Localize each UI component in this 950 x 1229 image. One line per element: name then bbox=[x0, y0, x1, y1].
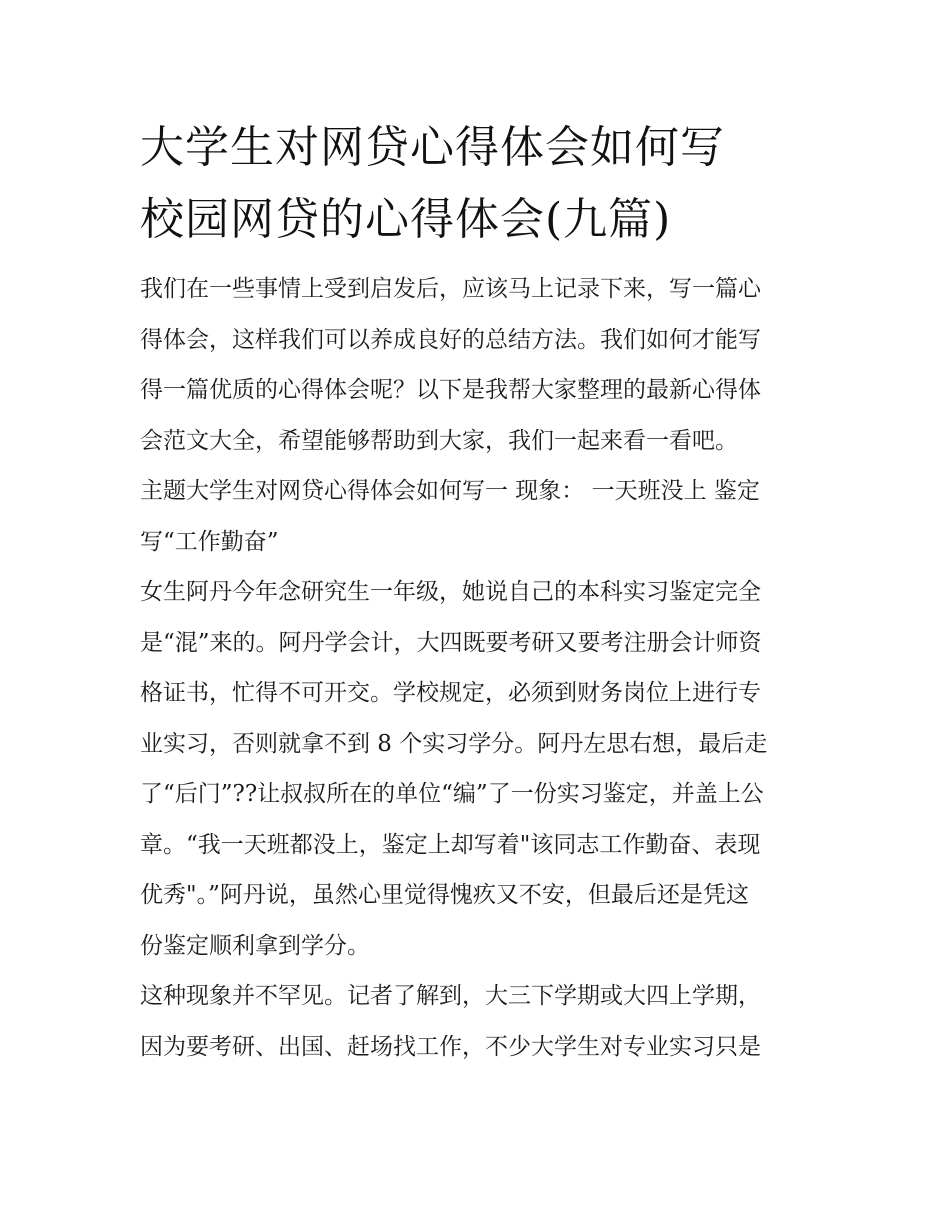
text-line: 这种现象并不罕见。记者了解到，大三下学期或大四上学期， bbox=[140, 983, 761, 1009]
text-line: 得体会，这样我们可以养成良好的总结方法。我们如何才能写 bbox=[140, 326, 761, 353]
text-line: 会范文大全，希望能够帮助到大家，我们一起来看一看吧。 bbox=[140, 427, 738, 454]
text-line: 是“混”来的。阿丹学会计，大四既要考研又要考注册会计师资 bbox=[140, 629, 762, 656]
text-line: 因为要考研、出国、赶场找工作，不少大学生对专业实习只是 bbox=[140, 1033, 761, 1060]
text-line: 主题大学生对网贷心得体会如何写一 现象： 一天班没上 鉴定 bbox=[140, 478, 760, 504]
title-line: 校园网贷的心得体会(九篇) bbox=[140, 194, 672, 245]
document-content bbox=[140, 112, 814, 1072]
text-line: 得一篇优质的心得体会呢？以下是我帮大家整理的最新心得体 bbox=[140, 377, 761, 403]
text-line: 章。“我一天班都没上，鉴定上却写着"该同志工作勤奋、表现 bbox=[140, 831, 761, 858]
text-line: 份鉴定顺利拿到学分。 bbox=[140, 932, 370, 959]
text-line: 格证书，忙得不可开交。学校规定，必须到财务岗位上进行专 bbox=[140, 680, 761, 706]
text-line: 我们在一些事情上受到启发后，应该马上记录下来，写一篇心 bbox=[140, 276, 761, 302]
text-line: 优秀"。”阿丹说，虽然心里觉得愧疚又不安，但最后还是凭这 bbox=[140, 882, 749, 908]
text-line: 了“后门”??让叔叔所在的单位“编”了一份实习鉴定，并盖上公 bbox=[140, 781, 764, 807]
document-title bbox=[140, 112, 814, 256]
text-line: 业实习，否则就拿不到 8 个实习学分。阿丹左思右想，最后走 bbox=[140, 730, 768, 757]
intro-paragraph bbox=[140, 264, 814, 466]
section-heading-paragraph bbox=[140, 466, 814, 567]
text-line: 写“工作勤奋” bbox=[140, 528, 279, 555]
analysis-paragraph bbox=[140, 971, 814, 1072]
document-body bbox=[140, 264, 814, 1072]
story-paragraph bbox=[140, 567, 814, 971]
title-line: 大学生对网贷心得体会如何写 bbox=[140, 122, 725, 173]
text-line: 女生阿丹今年念研究生一年级，她说自己的本科实习鉴定完全 bbox=[140, 579, 761, 605]
